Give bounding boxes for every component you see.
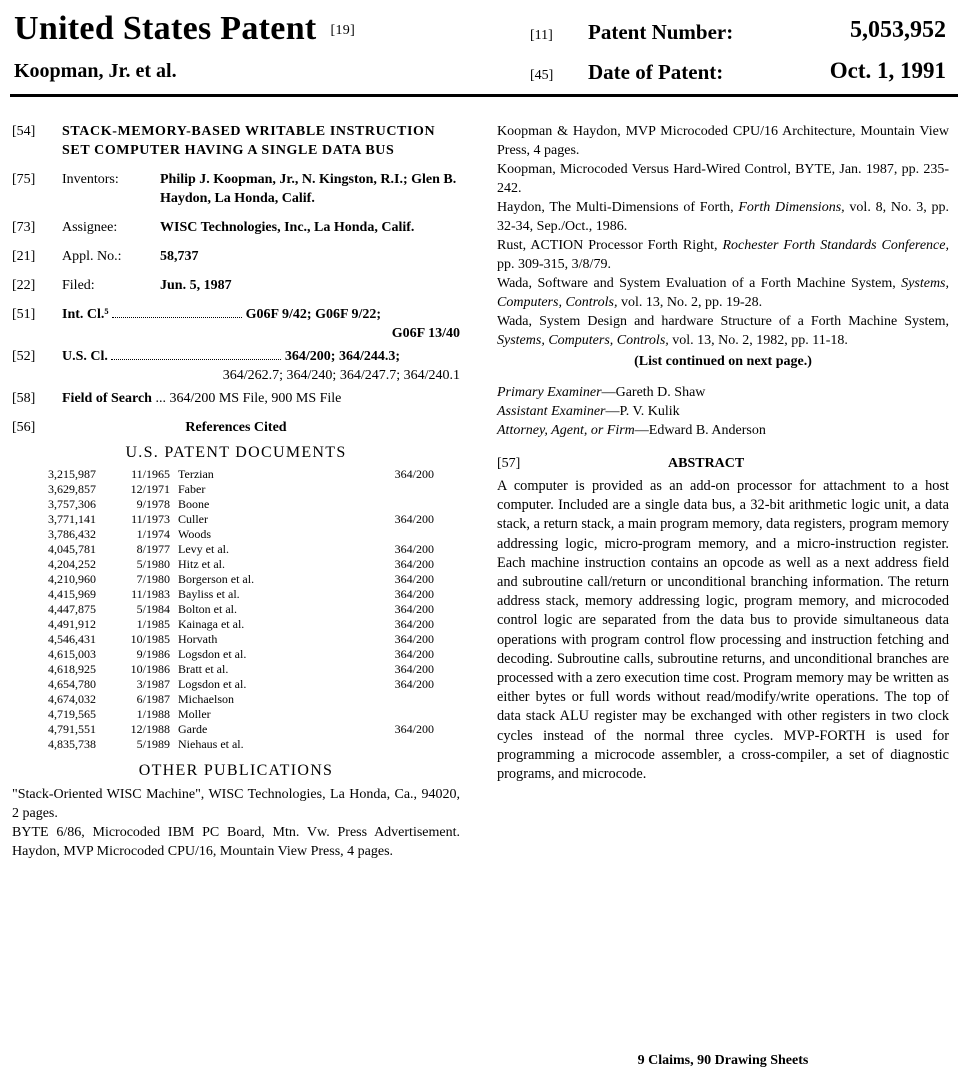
patent-name: Michaelson xyxy=(178,692,234,706)
patent-number: 4,791,551 xyxy=(48,722,96,736)
field-us-cl: [52] U.S. Cl. 364/200; 364/244.3; 364/262.7; 364/240; 364/247.7; 364/240.1 xyxy=(12,349,460,383)
header-divider xyxy=(10,94,958,97)
patent-date: 9/1986 xyxy=(136,647,170,661)
patent-cls xyxy=(374,707,434,722)
primary-examiner: Primary Examiner—Gareth D. Shaw xyxy=(497,385,706,400)
patent-name: Horvath xyxy=(178,632,218,646)
patent-cls: 364/200 xyxy=(394,542,434,556)
patent-cls: 364/200 xyxy=(394,467,434,481)
patent-number: 5,053,952 xyxy=(850,17,946,43)
patent-date: 9/1978 xyxy=(136,497,170,511)
publications-continued xyxy=(497,122,949,350)
date-of-patent: Oct. 1, 1991 xyxy=(829,58,946,83)
patent-date: 1/1974 xyxy=(136,527,170,541)
date-of-patent-label: [45] Date of Patent: xyxy=(530,60,724,84)
patent-date: 10/1985 xyxy=(130,632,170,646)
patent-reference-row xyxy=(48,527,434,542)
references-cited-heading: [56] References Cited xyxy=(12,420,287,435)
patent-date: 5/1980 xyxy=(136,557,170,571)
patent-name: Logsdon et al. xyxy=(178,647,247,661)
patent-name: Bratt et al. xyxy=(178,662,229,676)
patent-reference-row xyxy=(48,572,434,587)
field-title: [54] STACK-MEMORY-BASED WRITABLE INSTRUCTION SET COMPUTER HAVING A SINGLE DATA BUS xyxy=(12,122,460,160)
patent-number: 4,719,565 xyxy=(48,707,96,721)
field-filed: [22] Filed: Jun. 5, 1987 xyxy=(12,276,460,295)
field-inventors: [75] Inventors: Philip J. Koopman, Jr., N. Kingston, R.I.; Glen B. Haydon, La Honda, Calif. xyxy=(12,170,460,208)
patent-number: 4,415,969 xyxy=(48,587,96,601)
patent-date: 12/1971 xyxy=(130,482,170,496)
patent-cls: 364/200 xyxy=(394,677,434,691)
patent-date: 1/1988 xyxy=(136,707,170,721)
field-appl-no: [21] Appl. No.: 58,737 xyxy=(12,247,460,266)
patent-date: 11/1973 xyxy=(131,512,170,526)
patent-reference-row xyxy=(48,692,434,707)
patent-reference-row xyxy=(48,707,434,722)
patent-name: Borgerson et al. xyxy=(178,572,255,586)
patent-name: Boone xyxy=(178,497,210,511)
patent-name: Levy et al. xyxy=(178,542,229,556)
title-code: [19] xyxy=(330,23,356,39)
patent-reference-row xyxy=(48,497,434,512)
patent-name: Woods xyxy=(178,527,212,541)
leader-dots xyxy=(111,349,281,360)
left-column xyxy=(12,122,460,861)
patent-reference-row xyxy=(48,542,434,557)
assistant-examiner: Assistant Examiner—P. V. Kulik xyxy=(497,404,680,419)
publication-entry: BYTE 6/86, Microcoded IBM PC Board, Mtn. Vw. Press Advertisement. Haydon, MVP Microcoded CPU/16, Mountain View Press, 4 pages. xyxy=(12,825,460,859)
field-int-cl: [51] Int. Cl.⁵ G06F 9/42; G06F 9/22; G06F 13/40 xyxy=(12,307,460,341)
patent-number: 3,771,141 xyxy=(48,512,96,526)
publication-entry: Koopman, Microcoded Versus Hard-Wired Control, BYTE, Jan. 1987, pp. 235-242. xyxy=(497,162,949,196)
appl-no-value: 58,737 xyxy=(160,249,199,264)
patent-reference-row xyxy=(48,512,434,527)
patent-reference-row xyxy=(48,632,434,647)
patent-cls: 364/200 xyxy=(394,632,434,646)
publication-entry: Koopman & Haydon, MVP Microcoded CPU/16 Architecture, Mountain View Press, 4 pages. xyxy=(497,124,949,158)
patent-cls xyxy=(374,692,434,707)
patent-name: Bolton et al. xyxy=(178,602,237,616)
patent-reference-row xyxy=(48,602,434,617)
patent-reference-row xyxy=(48,677,434,692)
abstract-text: A computer is provided as an add-on processor for attachment to a host computer. Included are a single data bus, a 32-bit arithmetic logic unit, a data stack, a return stack, a main program memory, data registers, program memory addressing logic, micro-program memory, and a micro-instruction register. Each machine instruction contains an opcode as well as a next address field and subroutine call/return or unconditional branching information. The return address stack, memory addressing logic, program memory, and microcoded control logic are separated from the data bus to provide simultaneous data operations with program control flow processing and instruction fetching and decoding. Subroutine calls, subroutine returns, and unconditional branches are processed with a zero execution time cost. Program memory may be written as either bytes or full words without read/modify/write operations. The top of data stack ALU register may be exchanged with other registers in two clock cycles instead of the normal three cycles. MVP-FORTH is used for programming a microcode assembler, a cross-compiler, a set of diagnostic programs, and microcode. xyxy=(497,478,949,783)
patent-name: Garde xyxy=(178,722,208,736)
patent-date: 11/1983 xyxy=(131,587,170,601)
patent-reference-row xyxy=(48,467,434,482)
us-patent-documents-heading: U.S. PATENT DOCUMENTS xyxy=(125,444,347,461)
patent-cls: 364/200 xyxy=(394,722,434,736)
patent-date: 5/1984 xyxy=(136,602,170,616)
patent-number: 4,210,960 xyxy=(48,572,96,586)
patent-number: 4,491,912 xyxy=(48,617,96,631)
patent-cls: 364/200 xyxy=(394,587,434,601)
inventors-value: Philip J. Koopman, Jr., N. Kingston, R.I.; Glen B. Haydon, La Honda, Calif. xyxy=(160,172,457,206)
patent-reference-row xyxy=(48,617,434,632)
patent-reference-row xyxy=(48,482,434,497)
patent-cls: 364/200 xyxy=(394,662,434,676)
patent-cls: 364/200 xyxy=(394,602,434,616)
examiners xyxy=(497,383,949,440)
header-inventor-line: Koopman, Jr. et al. xyxy=(14,60,177,82)
filed-value: Jun. 5, 1987 xyxy=(160,278,232,293)
claims-summary: 9 Claims, 90 Drawing Sheets xyxy=(637,1053,809,1068)
patent-number-label: [11] Patent Number: xyxy=(530,20,734,44)
patent-cls xyxy=(374,737,434,752)
field-assignee: [73] Assignee: WISC Technologies, Inc., La Honda, Calif. xyxy=(12,218,460,237)
publication-entry: Haydon, The Multi-Dimensions of Forth, Forth Dimensions, vol. 8, No. 3, pp. 32-34, Sep./Oct., 1986. xyxy=(497,200,950,234)
patent-reference-row xyxy=(48,737,434,752)
patent-name: Culler xyxy=(178,512,208,526)
field-search: [58] Field of Search ... 364/200 MS File, 900 MS File xyxy=(12,391,342,406)
publication-entry: "Stack-Oriented WISC Machine", WISC Technologies, La Honda, Ca., 94020, 2 pages. xyxy=(12,787,460,821)
patent-cls xyxy=(374,527,434,542)
other-publications xyxy=(12,785,460,861)
patent-reference-row xyxy=(48,662,434,677)
other-publications-heading: OTHER PUBLICATIONS xyxy=(138,762,334,779)
assignee-value: WISC Technologies, Inc., La Honda, Calif. xyxy=(160,220,415,235)
patent-cls: 364/200 xyxy=(394,512,434,526)
patent-number: 3,629,857 xyxy=(48,482,96,496)
publication-entry: Rust, ACTION Processor Forth Right, Rochester Forth Standards Conference, pp. 309-315, 3/8/79. xyxy=(497,238,949,272)
patent-date: 1/1985 xyxy=(136,617,170,631)
patent-name: Niehaus et al. xyxy=(178,737,244,751)
patent-reference-row xyxy=(48,647,434,662)
patent-name: Kainaga et al. xyxy=(178,617,245,631)
patent-name: Hitz et al. xyxy=(178,557,225,571)
patent-date: 12/1988 xyxy=(130,722,170,736)
patent-name: Faber xyxy=(178,482,206,496)
patent-date: 8/1977 xyxy=(136,542,170,556)
patent-number: 4,654,780 xyxy=(48,677,96,691)
patent-number: 4,674,032 xyxy=(48,692,96,706)
patent-number: 4,045,781 xyxy=(48,542,96,556)
patent-reference-row xyxy=(48,557,434,572)
patent-date: 11/1965 xyxy=(131,467,170,481)
patent-number: 4,447,875 xyxy=(48,602,96,616)
patent-number: 3,757,306 xyxy=(48,497,96,511)
patent-reference-row xyxy=(48,722,434,737)
list-continued-note: (List continued on next page.) xyxy=(634,354,812,369)
patent-cls: 364/200 xyxy=(394,647,434,661)
right-column xyxy=(497,122,949,784)
patent-name: Terzian xyxy=(178,467,214,481)
patent-header-title: United States Patent [19] xyxy=(14,10,356,47)
patent-number: 4,835,738 xyxy=(48,737,96,751)
patent-date: 3/1987 xyxy=(136,677,170,691)
patent-number: 4,615,003 xyxy=(48,647,96,661)
patent-cls: 364/200 xyxy=(394,617,434,631)
patent-number: 4,204,252 xyxy=(48,557,96,571)
leader-dots xyxy=(112,307,242,318)
patent-date: 6/1987 xyxy=(136,692,170,706)
patent-number: 4,546,431 xyxy=(48,632,96,646)
patent-cls: 364/200 xyxy=(394,572,434,586)
patent-number: 3,786,432 xyxy=(48,527,96,541)
us-patents-table xyxy=(48,467,434,752)
publication-entry: Wada, System Design and hardware Structure of a Forth Machine System, Systems, Computers, Controls, vol. 13, No. 2, 1982, pp. 11-18. xyxy=(497,314,949,348)
publication-entry: Wada, Software and System Evaluation of a Forth Machine System, Systems, Computers, Controls, vol. 13, No. 2, pp. 19-28. xyxy=(497,276,949,310)
patent-date: 7/1980 xyxy=(136,572,170,586)
patent-number: 3,215,987 xyxy=(48,467,96,481)
patent-name: Moller xyxy=(178,707,211,721)
patent-date: 10/1986 xyxy=(130,662,170,676)
patent-number: 4,618,925 xyxy=(48,662,96,676)
patent-date: 5/1989 xyxy=(136,737,170,751)
invention-title: STACK-MEMORY-BASED WRITABLE INSTRUCTION SET COMPUTER HAVING A SINGLE DATA BUS xyxy=(62,124,436,158)
patent-cls xyxy=(374,497,434,512)
patent-cls xyxy=(374,482,434,497)
abstract-heading: [57] ABSTRACT xyxy=(497,456,745,471)
attorney: Attorney, Agent, or Firm—Edward B. Anderson xyxy=(497,423,766,438)
patent-reference-row xyxy=(48,587,434,602)
patent-cls: 364/200 xyxy=(394,557,434,571)
patent-name: Logsdon et al. xyxy=(178,677,247,691)
patent-name: Bayliss et al. xyxy=(178,587,240,601)
